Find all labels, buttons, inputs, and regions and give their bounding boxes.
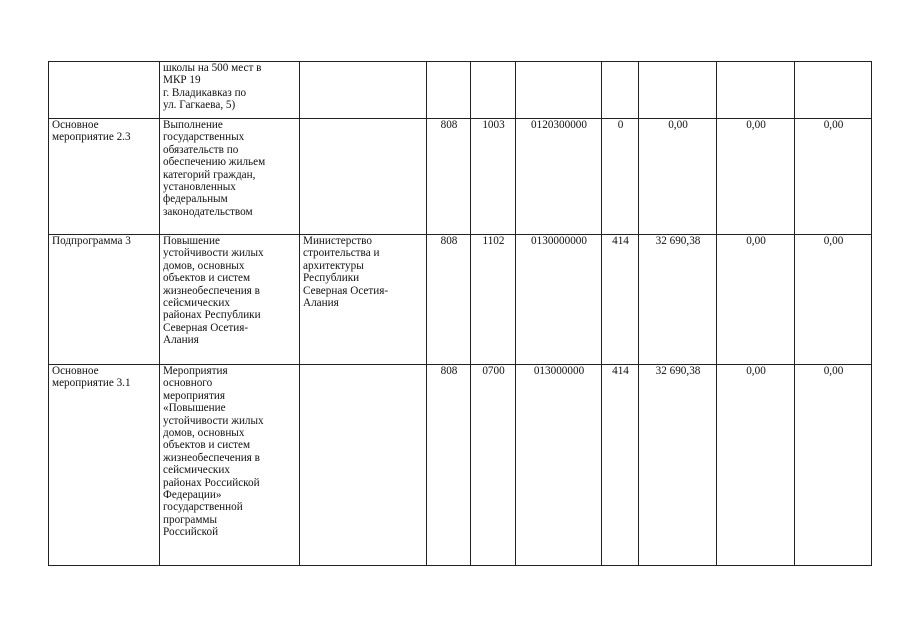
- cell-text-line: законодательством: [163, 205, 253, 218]
- cell-text-line: Выполнение: [163, 119, 223, 131]
- vr-cell: 414: [602, 235, 639, 365]
- vr-cell: 0: [602, 119, 639, 235]
- cell-text-line: Основное: [52, 365, 99, 377]
- program-name-cell: [49, 235, 160, 365]
- grbs-cell: 808: [427, 365, 471, 566]
- description-cell: [160, 62, 300, 119]
- grbs-cell: [427, 62, 471, 119]
- cell-text-line: мероприятие 3.1: [52, 377, 131, 390]
- executor-cell: [300, 365, 427, 566]
- cell-text-line: районах Республики: [163, 309, 261, 322]
- cell-text-line: Республики: [303, 272, 360, 285]
- cell-text-line: программы: [163, 513, 217, 526]
- cell-text-line: г. Владикавказ по: [163, 86, 247, 99]
- year2-value-cell: 0,00: [717, 235, 795, 365]
- cell-text-line: ул. Гагкаева, 5): [163, 99, 236, 112]
- cell-text-line: Основное: [52, 119, 99, 131]
- cell-text-line: МКР 19: [163, 74, 201, 87]
- cell-text-line: архитектуры: [303, 259, 364, 272]
- vr-cell: [602, 62, 639, 119]
- cell-text-line: объектов и систем: [163, 272, 251, 285]
- cell-text-line: сейсмических: [163, 464, 230, 477]
- year1-value-cell: 0,00: [639, 119, 717, 235]
- year3-value-cell: 0,00: [795, 235, 872, 365]
- cell-text-line: жизнеобеспечения в: [163, 284, 260, 297]
- year2-value-cell: 0,00: [717, 365, 795, 566]
- cell-text-line: сейсмических: [163, 297, 230, 310]
- cell-text-line: Мероприятия: [163, 365, 228, 377]
- cell-text-line: домов, основных: [163, 259, 245, 272]
- year1-value-cell: [639, 62, 717, 119]
- cell-text-line: устойчивости жилых: [163, 247, 264, 260]
- cell-text-line: школы на 500 мест в: [163, 62, 262, 74]
- year1-value-cell: 32 690,38: [639, 365, 717, 566]
- year3-value-cell: 0,00: [795, 119, 872, 235]
- program-name-cell: [49, 119, 160, 235]
- description-cell: [160, 365, 300, 566]
- cell-text-line: районах Российской: [163, 476, 260, 489]
- cell-text-line: «Повышение: [163, 402, 226, 415]
- cell-text-line: обязательств по: [163, 143, 239, 156]
- cell-text-line: домов, основных: [163, 427, 245, 440]
- cell-text-line: мероприятия: [163, 389, 225, 402]
- cell-text-line: государственных: [163, 131, 245, 144]
- cell-text-line: Подпрограмма 3: [52, 235, 131, 247]
- grbs-cell: 808: [427, 235, 471, 365]
- executor-cell: [300, 62, 427, 119]
- cell-text-line: Министерство: [303, 235, 372, 247]
- table-row: [49, 62, 872, 119]
- rzpr-cell: 1003: [471, 119, 516, 235]
- cell-text-line: Федерации»: [163, 489, 222, 502]
- cell-text-line: категорий граждан,: [163, 168, 256, 181]
- rzpr-cell: [471, 62, 516, 119]
- year3-value-cell: 0,00: [795, 365, 872, 566]
- cell-text-line: Повышение: [163, 235, 220, 247]
- budget-table: [48, 61, 872, 566]
- program-name-cell: [49, 62, 160, 119]
- table-row: [49, 119, 872, 235]
- cell-text-line: объектов и систем: [163, 439, 251, 452]
- csr-cell: [516, 62, 602, 119]
- cell-text-line: Алания: [303, 297, 339, 310]
- cell-text-line: Российской: [163, 526, 219, 539]
- rzpr-cell: 0700: [471, 365, 516, 566]
- cell-text-line: жизнеобеспечения в: [163, 451, 260, 464]
- csr-cell: 013000000: [516, 365, 602, 566]
- cell-text-line: обеспечению жильем: [163, 156, 266, 169]
- year2-value-cell: [717, 62, 795, 119]
- cell-text-line: основного: [163, 377, 213, 390]
- executor-cell: [300, 235, 427, 365]
- grbs-cell: 808: [427, 119, 471, 235]
- vr-cell: 414: [602, 365, 639, 566]
- program-name-cell: [49, 365, 160, 566]
- executor-cell: [300, 119, 427, 235]
- rzpr-cell: 1102: [471, 235, 516, 365]
- cell-text-line: мероприятие 2.3: [52, 131, 131, 144]
- cell-text-line: государственной: [163, 501, 243, 514]
- year3-value-cell: [795, 62, 872, 119]
- csr-cell: 0120300000: [516, 119, 602, 235]
- cell-text-line: устойчивости жилых: [163, 414, 264, 427]
- cell-text-line: установленных: [163, 181, 236, 194]
- description-cell: [160, 119, 300, 235]
- table-row: [49, 235, 872, 365]
- cell-text-line: Алания: [163, 334, 199, 347]
- cell-text-line: Северная Осетия-: [163, 321, 249, 334]
- cell-text-line: федеральным: [163, 193, 228, 206]
- year2-value-cell: 0,00: [717, 119, 795, 235]
- csr-cell: 0130000000: [516, 235, 602, 365]
- cell-text-line: Северная Осетия-: [303, 284, 389, 297]
- year1-value-cell: 32 690,38: [639, 235, 717, 365]
- description-cell: [160, 235, 300, 365]
- table-row: [49, 365, 872, 566]
- cell-text-line: строительства и: [303, 247, 380, 260]
